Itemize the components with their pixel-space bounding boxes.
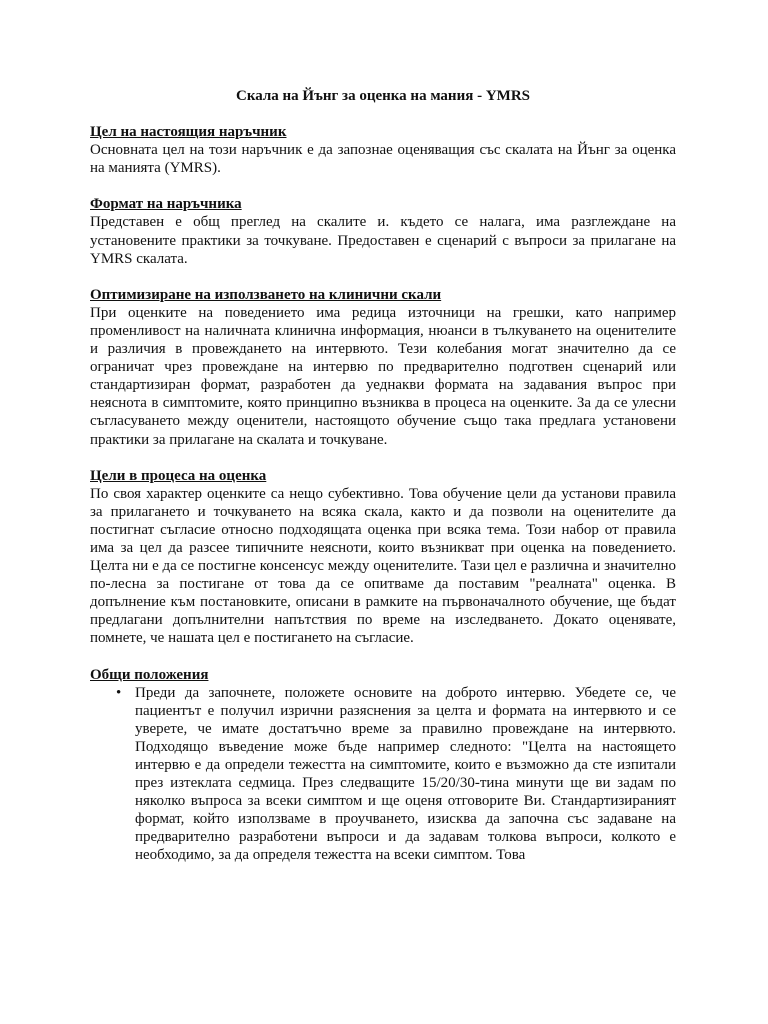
section-heading: Общи положения — [90, 666, 209, 683]
bullet-list — [90, 684, 676, 865]
document-title: Скала на Йънг за оценка на мания - YMRS — [235, 88, 530, 104]
section-heading: Оптимизиране на използването на клинични скали — [90, 286, 442, 303]
section-paragraph: Основната цел на този наръчник е да запознае оценяващия със скалата на Йънг за оценка на манията (YMRS). — [90, 142, 676, 177]
section-goals — [90, 467, 676, 648]
section-purpose — [90, 123, 676, 177]
section-heading: Формат на наръчника — [90, 196, 242, 213]
section-format — [90, 195, 676, 267]
section-heading: Цели в процеса на оценка — [90, 467, 267, 484]
section-paragraph: При оценките на поведението има редица източници на грешки, като например променливост на наличната клинична информация, нюанси в тълкуването на оценителите и различия в провеждането на интервюто. Тези колебания могат значително да се ограничат чрез провеждане на интервю по предварително подготвен сценарий или стандартизиран формат, разработен да уеднакви формата на задавания въпрос при неяснота в симптомите, която принципно възниква в процеса на оценките. За да се улесни съгласуването между оценители, настоящото обучение също така предлага установени практики за прилагане на скалата и точкуване. — [90, 304, 676, 448]
section-paragraph: Представен е общ преглед на скалите и. където се налага, има разглеждане на установените практики за точкуване. Предоставен е сценарий с въпроси за прилагане на YMRS скалата. — [90, 214, 676, 267]
document-page — [90, 87, 676, 883]
section-paragraph: По своя характер оценките са нещо субективно. Това обучение цели да установи правила за прилагането и точкуването на всяка скала, както и да позволи на оценителите да постигнат съгласие относно подходящата оценка при всяка тема. Този набор от правила има за цел да разсее типичните неясноти, които възникват при оценка на поведението. Целта ни е да се постигне консенсус между оценителите. Тази цел е различна и значително по-лесна за постигане от това да се опитваме да поставим "реалната" оценка. В допълнение към постановките, описани в рамките на първоначалното обучение, ще бъдат предлагани допълнителни напътствия по време на изследването. Докато оценявате, помнете, че нашата цел е постигането на съгласие. — [90, 485, 676, 647]
list-item-text: Преди да започнете, положете основите на доброто интервю. Убедете се, че пациентът е получил изрични разяснения за целта и формата на интервюто и се уверете, че имате достатъчно време за правилно провеждане на интервюто. Подходящо въведение може бъде например следното: "Целта на настоящето интервю е да определи тежестта на симптомите, които е възможно да сте изпитали през изтеклата седмица. През следващите 15/20/30-тина минути ще ви задам по няколко въпроса за всеки симптом и ще оценя отговорите Ви. Стандартизираният формат, който използваме в проучването, изисква да започна със задаване на предварително разработени въпроси и да задавам толкова въпроси, колкото е необходимо, за да определя тежестта на всеки симптом. Това — [135, 684, 676, 864]
section-heading: Цел на настоящия наръчник — [90, 124, 287, 141]
section-optimization — [90, 286, 676, 449]
bullet-icon: • — [116, 684, 122, 701]
list-item — [90, 684, 676, 865]
section-general — [90, 666, 676, 865]
